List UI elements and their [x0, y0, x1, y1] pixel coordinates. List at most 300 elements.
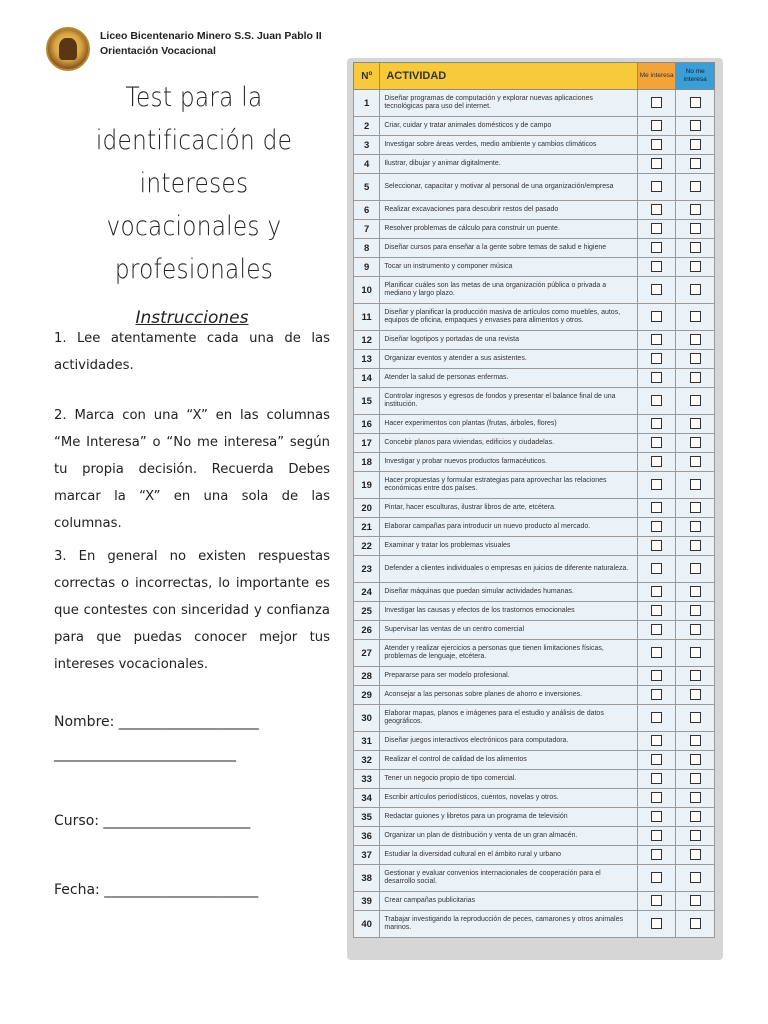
table-row — [354, 789, 715, 808]
checkbox-cell — [676, 434, 715, 453]
not-interested-checkbox[interactable] — [690, 395, 701, 406]
checkbox-cell — [676, 220, 715, 239]
table-header-row — [354, 63, 715, 90]
not-interested-checkbox[interactable] — [690, 97, 701, 108]
checkbox-cell — [676, 911, 715, 938]
checkbox-cell — [676, 350, 715, 369]
not-interested-checkbox[interactable] — [690, 647, 701, 658]
course-field[interactable]: Curso: _____________________ — [54, 813, 251, 829]
activity-text: Diseñar juegos interactivos electrónicos para computadora. — [380, 732, 638, 751]
checkbox-cell — [637, 453, 676, 472]
checkbox-cell — [676, 686, 715, 705]
logo-figure — [59, 38, 77, 60]
interested-checkbox[interactable] — [651, 479, 662, 490]
activity-text: Diseñar máquinas que puedan simular actividades humanas. — [380, 583, 638, 602]
checkbox-cell — [637, 331, 676, 350]
checkbox-cell — [676, 388, 715, 415]
not-interested-checkbox[interactable] — [690, 158, 701, 169]
row-number: 35 — [354, 808, 380, 827]
checkbox-cell — [637, 705, 676, 732]
checkbox-cell — [676, 808, 715, 827]
table-row — [354, 117, 715, 136]
table-row — [354, 472, 715, 499]
not-interested-checkbox[interactable] — [690, 586, 701, 597]
interested-checkbox[interactable] — [651, 353, 662, 364]
row-number: 15 — [354, 388, 380, 415]
row-number: 32 — [354, 751, 380, 770]
checkbox-cell — [676, 705, 715, 732]
not-interested-checkbox[interactable] — [690, 139, 701, 150]
not-interested-checkbox[interactable] — [690, 849, 701, 860]
checkbox-cell — [676, 277, 715, 304]
checkbox-cell — [637, 117, 676, 136]
activity-text: Investigar y probar nuevos productos farmacéuticos. — [380, 453, 638, 472]
row-number: 12 — [354, 331, 380, 350]
checkbox-cell — [637, 686, 676, 705]
table-row — [354, 331, 715, 350]
activity-text: Diseñar programas de computación y explorar nuevas aplicaciones tecnológicas para uso del internet. — [380, 90, 638, 117]
activity-text: Investigar sobre áreas verdes, medio ambiente y cambios climáticos — [380, 136, 638, 155]
row-number: 39 — [354, 892, 380, 911]
interested-checkbox[interactable] — [651, 849, 662, 860]
interested-checkbox[interactable] — [651, 334, 662, 345]
interested-checkbox[interactable] — [651, 830, 662, 841]
row-number: 3 — [354, 136, 380, 155]
title-line: identificación de — [95, 125, 293, 156]
checkbox-cell — [676, 415, 715, 434]
table-row — [354, 640, 715, 667]
table-row — [354, 846, 715, 865]
row-number: 2 — [354, 117, 380, 136]
school-name: Liceo Bicentenario Minero S.S. Juan Pablo II — [100, 30, 322, 42]
not-interested-checkbox[interactable] — [690, 689, 701, 700]
col-activity-header: ACTIVIDAD — [380, 63, 638, 90]
activity-text: Elaborar campañas para introducir un nuevo producto al mercado. — [380, 518, 638, 537]
not-interested-checkbox[interactable] — [690, 670, 701, 681]
row-number: 19 — [354, 472, 380, 499]
checkbox-cell — [676, 304, 715, 331]
activity-text: Hacer experimentos con plantas (frutas, árboles, flores) — [380, 415, 638, 434]
interested-checkbox[interactable] — [651, 712, 662, 723]
not-interested-checkbox[interactable] — [690, 872, 701, 883]
checkbox-cell — [676, 155, 715, 174]
checkbox-cell — [637, 770, 676, 789]
checkbox-cell — [637, 667, 676, 686]
interested-checkbox[interactable] — [651, 139, 662, 150]
row-number: 1 — [354, 90, 380, 117]
table-row — [354, 239, 715, 258]
checkbox-cell — [637, 388, 676, 415]
row-number: 5 — [354, 174, 380, 201]
checkbox-cell — [637, 220, 676, 239]
table-row — [354, 808, 715, 827]
not-interested-checkbox[interactable] — [690, 712, 701, 723]
not-interested-checkbox[interactable] — [690, 754, 701, 765]
row-number: 8 — [354, 239, 380, 258]
interested-checkbox[interactable] — [651, 773, 662, 784]
title-line: intereses vocacionales y — [106, 168, 282, 242]
row-number: 7 — [354, 220, 380, 239]
table-row — [354, 388, 715, 415]
row-number: 28 — [354, 667, 380, 686]
activity-text: Diseñar y planificar la producción masiva de artículos como muebles, autos, equipos de oficina, empaques y envases para alimentos y otros. — [380, 304, 638, 331]
row-number: 13 — [354, 350, 380, 369]
checkbox-cell — [676, 770, 715, 789]
instruction-2: 2. Marca con una “X” en las columnas “Me Interesa” o “No me interesa” según tu propia decisión. Recuerda Debes marcar la “X” en una sola de las columnas. — [54, 408, 330, 531]
activity-text: Controlar ingresos y egresos de fondos y presentar el balance final de una institución. — [380, 388, 638, 415]
row-number: 31 — [354, 732, 380, 751]
activity-text: Prepararse para ser modelo profesional. — [380, 667, 638, 686]
checkbox-cell — [637, 865, 676, 892]
checkbox-cell — [637, 911, 676, 938]
checkbox-cell — [637, 415, 676, 434]
col-number-header: Nº — [354, 63, 380, 90]
activity-text: Organizar un plan de distribución y venta de un gran almacén. — [380, 827, 638, 846]
not-interested-checkbox[interactable] — [690, 895, 701, 906]
table-row — [354, 865, 715, 892]
checkbox-cell — [637, 499, 676, 518]
row-number: 24 — [354, 583, 380, 602]
checkbox-cell — [637, 434, 676, 453]
table-row — [354, 537, 715, 556]
activity-text: Organizar eventos y atender a sus asistentes. — [380, 350, 638, 369]
row-number: 38 — [354, 865, 380, 892]
table-row — [354, 90, 715, 117]
checkbox-cell — [676, 537, 715, 556]
not-interested-checkbox[interactable] — [690, 353, 701, 364]
name-field[interactable]: Nombre: ____________________ — [54, 714, 259, 730]
checkbox-cell — [637, 472, 676, 499]
col-interested-header: Me interesa — [637, 63, 676, 90]
interested-checkbox[interactable] — [651, 242, 662, 253]
checkbox-cell — [637, 239, 676, 258]
row-number: 20 — [354, 499, 380, 518]
checkbox-cell — [637, 846, 676, 865]
table-row — [354, 518, 715, 537]
page-title — [65, 76, 323, 291]
not-interested-checkbox[interactable] — [690, 372, 701, 383]
activity-text: Tocar un instrumento y componer música — [380, 258, 638, 277]
table-row — [354, 770, 715, 789]
checkbox-cell — [637, 732, 676, 751]
checkbox-cell — [676, 846, 715, 865]
checkbox-cell — [676, 453, 715, 472]
interested-checkbox[interactable] — [651, 418, 662, 429]
not-interested-checkbox[interactable] — [690, 502, 701, 513]
interested-checkbox[interactable] — [651, 563, 662, 574]
interested-checkbox[interactable] — [651, 792, 662, 803]
activity-text: Crear campañas publicitarias — [380, 892, 638, 911]
interested-checkbox[interactable] — [651, 456, 662, 467]
table-row — [354, 201, 715, 220]
activity-text: Atender y realizar ejercicios a personas que tienen limitaciones físicas, problemas de lenguaje, etcétera. — [380, 640, 638, 667]
row-number: 33 — [354, 770, 380, 789]
row-number: 18 — [354, 453, 380, 472]
row-number: 36 — [354, 827, 380, 846]
interested-checkbox[interactable] — [651, 311, 662, 322]
table-row — [354, 174, 715, 201]
interested-checkbox[interactable] — [651, 204, 662, 215]
checkbox-cell — [676, 789, 715, 808]
table-row — [354, 583, 715, 602]
activity-text: Hacer propuestas y formular estrategias para aprovechar las relaciones económicas entre dos países. — [380, 472, 638, 499]
activity-text: Realizar excavaciones para descubrir restos del pasado — [380, 201, 638, 220]
activity-text: Examinar y tratar los problemas visuales — [380, 537, 638, 556]
not-interested-checkbox[interactable] — [690, 311, 701, 322]
checkbox-cell — [637, 789, 676, 808]
checkbox-cell — [637, 602, 676, 621]
checkbox-cell — [676, 751, 715, 770]
instruction-1: 1. Lee atentamente cada una de las actividades. — [54, 331, 330, 373]
not-interested-checkbox[interactable] — [690, 204, 701, 215]
table-row — [354, 415, 715, 434]
row-number: 21 — [354, 518, 380, 537]
activity-text: Trabajar investigando la reproducción de peces, camarones y otros animales marinos. — [380, 911, 638, 938]
not-interested-checkbox[interactable] — [690, 181, 701, 192]
school-logo — [46, 27, 90, 71]
interested-checkbox[interactable] — [651, 586, 662, 597]
interested-checkbox[interactable] — [651, 437, 662, 448]
interested-checkbox[interactable] — [651, 624, 662, 635]
row-number: 26 — [354, 621, 380, 640]
activity-text: Diseñar cursos para enseñar a la gente sobre temas de salud e higiene — [380, 239, 638, 258]
instructions-heading: Instrucciones — [135, 308, 249, 328]
checkbox-cell — [637, 277, 676, 304]
checkbox-cell — [676, 827, 715, 846]
checkbox-cell — [676, 117, 715, 136]
table-row — [354, 556, 715, 583]
row-number: 29 — [354, 686, 380, 705]
row-number: 23 — [354, 556, 380, 583]
checkbox-cell — [637, 350, 676, 369]
checkbox-cell — [637, 369, 676, 388]
department: Orientación Vocacional — [100, 45, 216, 57]
not-interested-checkbox[interactable] — [690, 792, 701, 803]
not-interested-checkbox[interactable] — [690, 540, 701, 551]
activity-text: Aconsejar a las personas sobre planes de ahorro e inversiones. — [380, 686, 638, 705]
checkbox-cell — [637, 556, 676, 583]
not-interested-checkbox[interactable] — [690, 418, 701, 429]
title-line: profesionales — [114, 254, 274, 285]
not-interested-checkbox[interactable] — [690, 223, 701, 234]
activity-text: Defender a clientes individuales o empresas en juicios de diferente naturaleza. — [380, 556, 638, 583]
checkbox-cell — [676, 640, 715, 667]
row-number: 37 — [354, 846, 380, 865]
interested-checkbox[interactable] — [651, 395, 662, 406]
interested-checkbox[interactable] — [651, 372, 662, 383]
activity-text: Planificar cuáles son las metas de una organización pública o privada a mediano y largo plazo. — [380, 277, 638, 304]
not-interested-checkbox[interactable] — [690, 773, 701, 784]
row-number: 4 — [354, 155, 380, 174]
activity-text: Gestionar y evaluar convenios internacionales de cooperación para el desarrollo social. — [380, 865, 638, 892]
checkbox-cell — [676, 499, 715, 518]
interested-checkbox[interactable] — [651, 120, 662, 131]
activity-text: Realizar el control de calidad de los alimentos — [380, 751, 638, 770]
row-number: 22 — [354, 537, 380, 556]
interested-checkbox[interactable] — [651, 811, 662, 822]
checkbox-cell — [637, 751, 676, 770]
row-number: 40 — [354, 911, 380, 938]
checkbox-cell — [637, 621, 676, 640]
table-row — [354, 911, 715, 938]
activity-table — [353, 62, 715, 938]
row-number: 14 — [354, 369, 380, 388]
not-interested-checkbox[interactable] — [690, 811, 701, 822]
checkbox-cell — [676, 331, 715, 350]
table-row — [354, 277, 715, 304]
row-number: 9 — [354, 258, 380, 277]
checkbox-cell — [676, 865, 715, 892]
row-number: 11 — [354, 304, 380, 331]
activity-text: Redactar guiones y libretos para un programa de televisión — [380, 808, 638, 827]
table-row — [354, 304, 715, 331]
table-row — [354, 621, 715, 640]
checkbox-cell — [637, 537, 676, 556]
activity-text: Resolver problemas de cálculo para construir un puente. — [380, 220, 638, 239]
checkbox-cell — [637, 518, 676, 537]
interested-checkbox[interactable] — [651, 181, 662, 192]
checkbox-cell — [676, 621, 715, 640]
table-row — [354, 602, 715, 621]
table-row — [354, 686, 715, 705]
row-number: 16 — [354, 415, 380, 434]
interested-checkbox[interactable] — [651, 754, 662, 765]
checkbox-cell — [676, 239, 715, 258]
checkbox-cell — [637, 201, 676, 220]
interested-checkbox[interactable] — [651, 521, 662, 532]
table-row — [354, 751, 715, 770]
row-number: 25 — [354, 602, 380, 621]
checkbox-cell — [637, 258, 676, 277]
not-interested-checkbox[interactable] — [690, 830, 701, 841]
row-number: 34 — [354, 789, 380, 808]
not-interested-checkbox[interactable] — [690, 456, 701, 467]
checkbox-cell — [637, 892, 676, 911]
activity-text: Pintar, hacer esculturas, ilustrar libros de arte, etcétera. — [380, 499, 638, 518]
checkbox-cell — [676, 472, 715, 499]
checkbox-cell — [637, 90, 676, 117]
activity-text: Estudiar la diversidad cultural en el ámbito rural y urbano — [380, 846, 638, 865]
checkbox-cell — [637, 827, 676, 846]
interested-checkbox[interactable] — [651, 647, 662, 658]
checkbox-cell — [676, 369, 715, 388]
not-interested-checkbox[interactable] — [690, 261, 701, 272]
not-interested-checkbox[interactable] — [690, 334, 701, 345]
not-interested-checkbox[interactable] — [690, 735, 701, 746]
interested-checkbox[interactable] — [651, 97, 662, 108]
not-interested-checkbox[interactable] — [690, 918, 701, 929]
table-row — [354, 667, 715, 686]
col-not-interested-header: No me interesa — [676, 63, 715, 90]
row-number: 27 — [354, 640, 380, 667]
activity-text: Concebir planos para viviendas, edificios y ciudadelas. — [380, 434, 638, 453]
checkbox-cell — [676, 667, 715, 686]
checkbox-cell — [637, 174, 676, 201]
checkbox-cell — [637, 155, 676, 174]
interested-checkbox[interactable] — [651, 735, 662, 746]
activity-text: Ilustrar, dibujar y animar digitalmente. — [380, 155, 638, 174]
table-row — [354, 453, 715, 472]
activity-text: Investigar las causas y efectos de los trastornos emocionales — [380, 602, 638, 621]
checkbox-cell — [676, 892, 715, 911]
header — [100, 29, 322, 59]
table-row — [354, 705, 715, 732]
checkbox-cell — [637, 808, 676, 827]
interested-checkbox[interactable] — [651, 605, 662, 616]
not-interested-checkbox[interactable] — [690, 563, 701, 574]
interested-checkbox[interactable] — [651, 284, 662, 295]
table-row — [354, 369, 715, 388]
title-line: Test para la — [125, 82, 263, 113]
not-interested-checkbox[interactable] — [690, 605, 701, 616]
activity-text: Atender la salud de personas enfermas. — [380, 369, 638, 388]
table-row — [354, 499, 715, 518]
checkbox-cell — [676, 136, 715, 155]
interested-checkbox[interactable] — [651, 689, 662, 700]
interested-checkbox[interactable] — [651, 895, 662, 906]
interested-checkbox[interactable] — [651, 158, 662, 169]
not-interested-checkbox[interactable] — [690, 521, 701, 532]
interested-checkbox[interactable] — [651, 872, 662, 883]
interested-checkbox[interactable] — [651, 918, 662, 929]
row-number: 10 — [354, 277, 380, 304]
interested-checkbox[interactable] — [651, 502, 662, 513]
row-number: 17 — [354, 434, 380, 453]
checkbox-cell — [637, 583, 676, 602]
not-interested-checkbox[interactable] — [690, 624, 701, 635]
activity-text: Supervisar las ventas de un centro comercial — [380, 621, 638, 640]
not-interested-checkbox[interactable] — [690, 479, 701, 490]
interested-checkbox[interactable] — [651, 223, 662, 234]
table-row — [354, 434, 715, 453]
name-field-line2[interactable]: __________________________ — [54, 746, 236, 762]
table-row — [354, 732, 715, 751]
checkbox-cell — [676, 602, 715, 621]
checkbox-cell — [676, 518, 715, 537]
activity-text: Diseñar logotipos y portadas de una revista — [380, 331, 638, 350]
checkbox-cell — [676, 732, 715, 751]
row-number: 30 — [354, 705, 380, 732]
interested-checkbox[interactable] — [651, 670, 662, 681]
table-row — [354, 220, 715, 239]
row-number: 6 — [354, 201, 380, 220]
interested-checkbox[interactable] — [651, 540, 662, 551]
activity-text: Seleccionar, capacitar y motivar al personal de una organización/empresa — [380, 174, 638, 201]
table-row — [354, 136, 715, 155]
checkbox-cell — [676, 201, 715, 220]
activity-text: Elaborar mapas, planos e imágenes para el estudio y análisis de datos geográficos. — [380, 705, 638, 732]
activity-text: Escribir artículos periodísticos, cuentos, novelas y otros. — [380, 789, 638, 808]
table-row — [354, 258, 715, 277]
checkbox-cell — [676, 174, 715, 201]
interested-checkbox[interactable] — [651, 261, 662, 272]
date-field[interactable]: Fecha: ______________________ — [54, 882, 259, 898]
instruction-3: 3. En general no existen respuestas correctas o incorrectas, lo importante es que contestes con sinceridad y confianza para que puedas conocer mejor tus intereses vocacionales. — [54, 549, 330, 672]
checkbox-cell — [637, 136, 676, 155]
not-interested-checkbox[interactable] — [690, 242, 701, 253]
not-interested-checkbox[interactable] — [690, 120, 701, 131]
table-row — [354, 827, 715, 846]
checkbox-cell — [637, 304, 676, 331]
not-interested-checkbox[interactable] — [690, 437, 701, 448]
not-interested-checkbox[interactable] — [690, 284, 701, 295]
checkbox-cell — [637, 640, 676, 667]
checkbox-cell — [676, 556, 715, 583]
table-row — [354, 155, 715, 174]
table-row — [354, 350, 715, 369]
checkbox-cell — [676, 90, 715, 117]
checkbox-cell — [676, 583, 715, 602]
